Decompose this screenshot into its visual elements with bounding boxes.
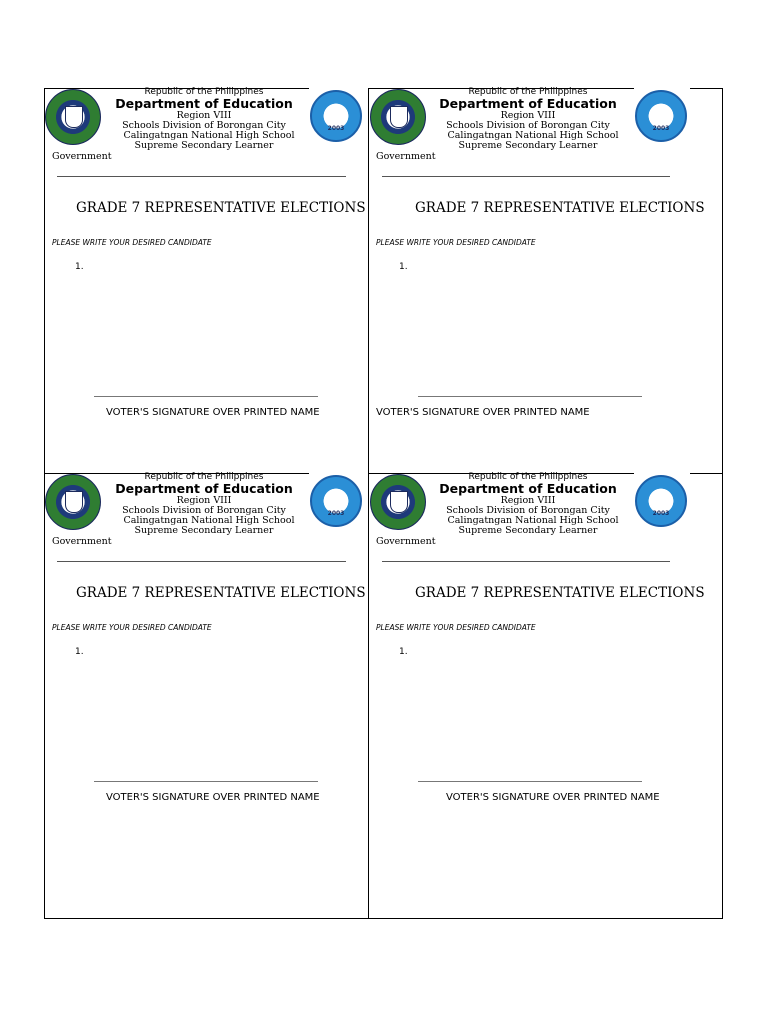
candidate-line-number: 1. xyxy=(399,647,408,657)
candidate-line-number: 1. xyxy=(399,262,408,272)
signature-line xyxy=(94,396,318,397)
ballot-instruction: PLEASE WRITE YOUR DESIRED CANDIDATE xyxy=(376,623,536,632)
org-line-government: Government xyxy=(52,536,112,547)
candidate-line-number: 1. xyxy=(75,262,84,272)
school-seal-icon: 2003 xyxy=(635,475,687,527)
ballot-title: GRADE 7 REPRESENTATIVE ELECTIONS xyxy=(76,585,366,601)
signature-label: VOTER'S SIGNATURE OVER PRINTED NAME xyxy=(106,407,320,418)
ballot-instruction: PLEASE WRITE YOUR DESIRED CANDIDATE xyxy=(52,623,212,632)
header-rule xyxy=(382,561,670,562)
deped-seal-icon xyxy=(45,89,101,145)
deped-seal-icon xyxy=(370,474,426,530)
ballot-title: GRADE 7 REPRESENTATIVE ELECTIONS xyxy=(415,200,705,216)
outer-border-right xyxy=(722,88,723,919)
ballot-title: GRADE 7 REPRESENTATIVE ELECTIONS xyxy=(415,585,705,601)
bottom-border xyxy=(44,918,723,919)
signature-label: VOTER'S SIGNATURE OVER PRINTED NAME xyxy=(376,407,590,418)
ballot-instruction: PLEASE WRITE YOUR DESIRED CANDIDATE xyxy=(52,238,212,247)
signature-line xyxy=(418,396,642,397)
org-line-government: Government xyxy=(52,151,112,162)
org-line-government: Government xyxy=(376,151,436,162)
middle-border-far-right xyxy=(690,473,723,474)
signature-label: VOTER'S SIGNATURE OVER PRINTED NAME xyxy=(106,792,320,803)
center-divider xyxy=(368,88,369,919)
school-seal-icon: 2003 xyxy=(310,90,362,142)
ballot-title: GRADE 7 REPRESENTATIVE ELECTIONS xyxy=(76,200,366,216)
school-seal-icon: 2003 xyxy=(635,90,687,142)
header-rule xyxy=(57,176,346,177)
deped-seal-icon xyxy=(370,89,426,145)
school-seal-icon: 2003 xyxy=(310,475,362,527)
header-rule xyxy=(57,561,346,562)
signature-label: VOTER'S SIGNATURE OVER PRINTED NAME xyxy=(446,792,660,803)
ballot-instruction: PLEASE WRITE YOUR DESIRED CANDIDATE xyxy=(376,238,536,247)
top-border-far-right xyxy=(690,88,723,89)
org-line-government: Government xyxy=(376,536,436,547)
deped-seal-icon xyxy=(45,474,101,530)
candidate-line-number: 1. xyxy=(75,647,84,657)
signature-line xyxy=(418,781,642,782)
ballot-header: Republic of the Philippines Department of Education Region VIII Schools Division of Borongan City Calingatngan National High School Supreme Secondary Learner xyxy=(439,87,619,151)
ballot-header: Republic of the Philippines Department of Education Region VIII Schools Division of Borongan City Calingatngan National High School Supreme Secondary Learner xyxy=(439,472,619,536)
header-rule xyxy=(382,176,670,177)
ballot-header: Republic of the Philippines Department of Education Region VIII Schools Division of Borongan City Calingatngan National High School Supreme Secondary Learner xyxy=(115,472,295,536)
signature-line xyxy=(94,781,318,782)
ballot-header: Republic of the Philippines Department of Education Region VIII Schools Division of Borongan City Calingatngan National High School Supreme Secondary Learner xyxy=(115,87,295,151)
